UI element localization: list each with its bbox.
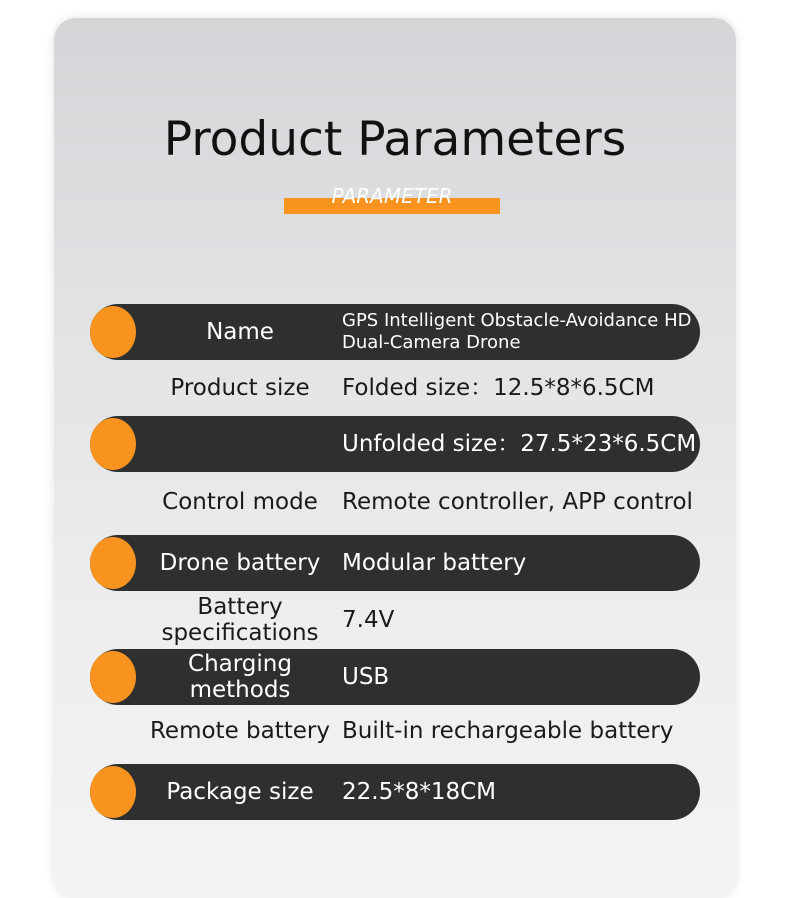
param-label: Remote battery bbox=[149, 718, 330, 744]
param-value: Unfolded size：27.5*23*6.5CM bbox=[342, 431, 697, 457]
bullet-dot-icon bbox=[90, 418, 136, 470]
param-row-remote-battery bbox=[90, 703, 700, 759]
param-value: 22.5*8*18CM bbox=[342, 779, 497, 805]
param-value: Built-in rechargeable battery bbox=[342, 718, 674, 744]
bullet-dot-icon bbox=[90, 651, 136, 703]
param-row-unfolded-size bbox=[90, 416, 700, 472]
param-label: Name bbox=[206, 319, 274, 345]
param-label: Charging methods bbox=[188, 651, 292, 703]
param-label: Control mode bbox=[162, 489, 318, 515]
param-value: GPS Intelligent Obstacle-Avoidance HD Dual-Camera Drone bbox=[342, 310, 692, 353]
param-label: Package size bbox=[166, 779, 314, 805]
page-subtitle: PARAMETER bbox=[331, 184, 453, 208]
param-value: 7.4V bbox=[342, 607, 395, 633]
param-row-product-size bbox=[90, 360, 700, 416]
param-row-name bbox=[90, 304, 700, 360]
param-row-control-mode bbox=[90, 474, 700, 530]
bullet-dot-icon bbox=[90, 537, 136, 589]
param-value: USB bbox=[342, 664, 390, 690]
param-row-charging-methods bbox=[90, 649, 700, 705]
param-row-battery-specifications bbox=[90, 592, 700, 648]
param-row-package-size bbox=[90, 764, 700, 820]
page-title: Product Parameters bbox=[163, 112, 627, 167]
param-label bbox=[135, 416, 345, 472]
param-value: Modular battery bbox=[342, 550, 527, 576]
bullet-dot-icon bbox=[90, 766, 136, 818]
param-value: Remote controller, APP control bbox=[342, 489, 693, 515]
param-value: Folded size：12.5*8*6.5CM bbox=[342, 375, 655, 401]
bullet-dot-icon bbox=[90, 306, 136, 358]
param-row-drone-battery bbox=[90, 535, 700, 591]
param-label: Battery specifications bbox=[161, 594, 319, 646]
param-label: Drone battery bbox=[159, 550, 321, 576]
param-label: Product size bbox=[170, 375, 310, 401]
